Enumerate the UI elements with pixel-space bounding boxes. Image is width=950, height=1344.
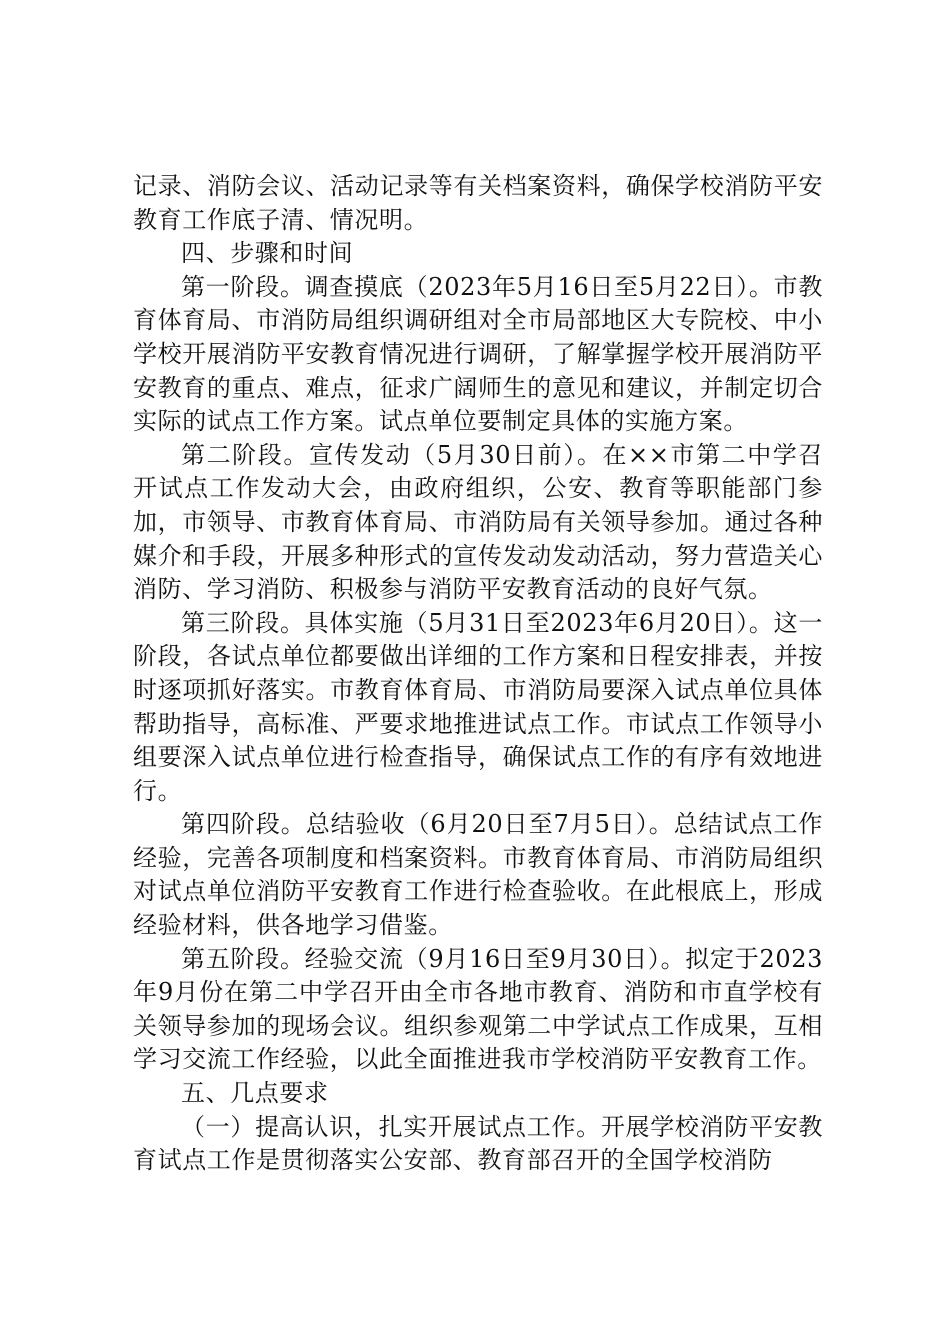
paragraph-phase-four: 第四阶段。总结验收（6月20日至7月5日）。总结试点工作经验，完善各项制度和档案资料。市教育体育局、市消防局组织对试点单位消防平安教育工作进行检查验收。在此根底上，形成经验材料，供各地学习借鉴。 — [133, 810, 823, 940]
document-body — [133, 170, 823, 1178]
section-heading-steps-and-time: 四、步骤和时间 — [181, 239, 354, 268]
paragraph-phase-three: 第三阶段。具体实施（5月31日至2023年6月20日）。这一阶段，各试点单位都要做出详细的工作方案和日程安排表，并按时逐项抓好落实。市教育体育局、市消防局要深入试点单位具体帮助指导，高标准、严要求地推进试点工作。市试点工作领导小组要深入试点单位进行检查指导，确保试点工作的有序有效地进行。 — [133, 608, 823, 805]
paragraph-records-continuation: 记录、消防会议、活动记录等有关档案资料，确保学校消防平安教育工作底子清、情况明。 — [133, 172, 823, 234]
paragraph-phase-one: 第一阶段。调查摸底（2023年5月16日至5月22日）。市教育体育局、市消防局组织调研组对全市局部地区大专院校、中小学校开展消防平安教育情况进行调研，了解掌握学校开展消防平安教育的重点、难点，征求广阔师生的意见和建议，并制定切合实际的试点工作方案。试点单位要制定具体的实施方案。 — [133, 272, 823, 436]
section-heading-requirements: 五、几点要求 — [181, 1079, 329, 1108]
paragraph-requirement-one: （一）提高认识，扎实开展试点工作。开展学校消防平安教育试点工作是贯彻落实公安部、教育部召开的全国学校消防 — [133, 1112, 823, 1175]
paragraph-phase-two: 第二阶段。宣传发动（5月30日前）。在××市第二中学召开试点工作发动大会，由政府组织，公安、教育等职能部门参加，市领导、市教育体育局、市消防局有关领导参加。通过各种媒介和手段，开展多种形式的宣传发动发动活动，努力营造关心消防、学习消防、积极参与消防平安教育活动的良好气氛。 — [133, 440, 823, 604]
paragraph-phase-five: 第五阶段。经验交流（9月16日至9月30日）。拟定于2023年9月份在第二中学召开由全市各地市教育、消防和市直学校有关领导参加的现场会议。组织参观第二中学试点工作成果，互相学习交流工作经验，以此全面推进我市学校消防平安教育工作。 — [133, 944, 823, 1074]
